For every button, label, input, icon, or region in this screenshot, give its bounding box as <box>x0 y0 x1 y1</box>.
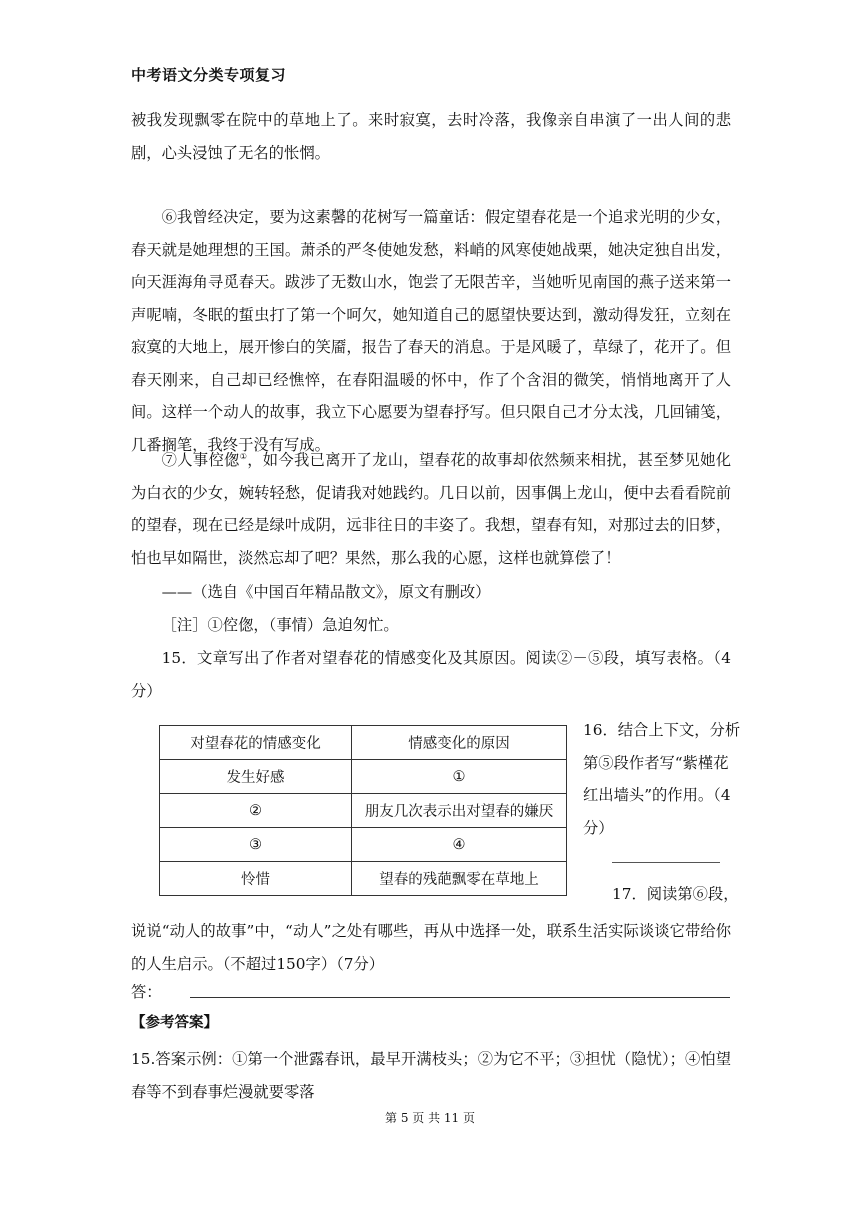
table-row <box>160 794 567 828</box>
reference-heading: 【参考答案】 <box>131 1015 218 1031</box>
page-footer: 第 5 页 共 11 页 <box>385 1111 475 1125</box>
table-row <box>160 760 567 794</box>
table-cell: ③ <box>160 828 352 862</box>
table-cell: ① <box>352 760 567 794</box>
table-row <box>160 862 567 896</box>
paragraph-7 <box>131 444 731 574</box>
footnote-marker: ① <box>239 451 248 461</box>
paragraph-6: ⑥我曾经决定，要为这素馨的花树写一篇童话：假定望春花是一个追求光明的少女，春天就是她理想的王国。萧杀的严冬使她发愁，料峭的风寒使她战栗，她决定独自出发，向天涯海角寻觅春天。跋涉了无数山水，饱尝了无限苦辛，当她听见南国的燕子送来第一声呢喃，冬眠的蜇虫打了第一个呵欠，她知道自己的愿望快要达到，激动得发狂，立刻在寂寞的大地上，展开惨白的笑靥，报告了春天的消息。于是风暖了，草绿了，花开了。但春天刚来，自己却已经憔悴，在春阳温暖的怀中，作了个含泪的微笑，悄悄地离开了人间。这样一个动人的故事，我立下心愿要为望春抒写。但只限自己才分太浅，几回铺笺，几番搁笔，我终于没有写成。 <box>131 208 731 454</box>
question-15: 15．文章写出了作者对望春花的情感变化及其原因。阅读②－⑤段，填写表格。（4分） <box>131 649 731 700</box>
table-cell: 怜惜 <box>160 862 352 896</box>
answer-blank-16 <box>612 862 720 863</box>
emotion-table <box>159 725 567 896</box>
page-header: 中考语文分类专项复习 <box>131 66 287 84</box>
table-cell: ② <box>160 794 352 828</box>
table-cell: ④ <box>352 828 567 862</box>
paragraph-continued: 被我发现飘零在院中的草地上了。来时寂寞，去时冷落，我像亲自串演了一出人间的悲剧，心头浸蚀了无名的怅惘。 <box>131 111 731 162</box>
answer-15: 15.答案示例：①第一个泄露春讯，最早开满枝头；②为它不平；③担忧（隐忧）；④怕望春等不到春事烂漫就要零落 <box>131 1050 731 1101</box>
answer-line-17 <box>190 997 730 998</box>
answer-label: 答： <box>131 983 162 1001</box>
question-17-start: 17．阅读第⑥段， <box>612 885 739 903</box>
table-cell: 发生好感 <box>160 760 352 794</box>
footnote: ［注］①倥偬，（事情）急迫匆忙。 <box>161 616 399 634</box>
source-citation: ——（选自《中国百年精品散文》，原文有删改） <box>161 583 491 601</box>
question-16: 16．结合上下文，分析第⑤段作者写“紫槿花红出墙头”的作用。（4分） <box>583 721 741 837</box>
question-17-body: 说说“动人的故事”中，“动人”之处有哪些，再从中选择一处，联系生活实际谈谈它带给你的人生启示。（不超过150字）（7分） <box>131 922 731 973</box>
table-header-cell: 对望春花的情感变化 <box>160 726 352 760</box>
paragraph-7-start: ⑦人事倥偬 <box>161 451 240 469</box>
paragraph-7-rest: ，如今我已离开了龙山，望春花的故事却依然频来相扰，甚至梦见她化为白衣的少女，婉转轻愁，促请我对她践约。几日以前，因事偶上龙山，便中去看看院前的望春，现在已经是绿叶成阴，远非往日的丰姿了。我想，望春有知，对那过去的旧梦，怕也早如隔世，淡然忘却了吧？果然，那么我的心愿，这样也就算偿了！ <box>131 451 731 567</box>
table-header-row <box>160 726 567 760</box>
table-cell: 望春的残葩飘零在草地上 <box>352 862 567 896</box>
table-row <box>160 828 567 862</box>
table-header-cell: 情感变化的原因 <box>352 726 567 760</box>
table-cell: 朋友几次表示出对望春的嫌厌 <box>352 794 567 828</box>
